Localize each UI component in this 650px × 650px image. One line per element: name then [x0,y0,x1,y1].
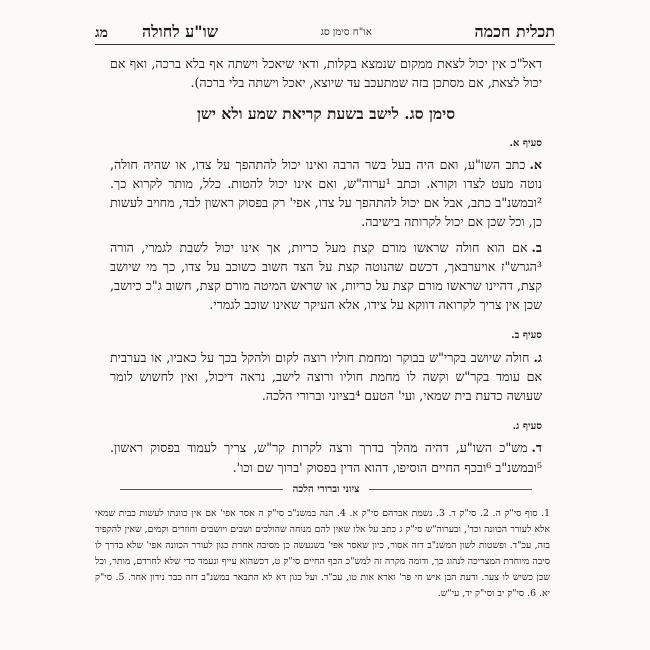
main-text [110,50,542,483]
header-left-group [95,22,218,42]
footnotes [95,506,550,602]
intro-paragraph: דאל"כ אין יכול לצאת ממקום שנמצא בקלות, ודאי שיאכל וישתה אף בלא ברכה, ואף אם יכול לצאת, אם מסתכן בזה שמתעכב עד שיוצא, יאכל וישתה בלי ברכה). [110,56,542,91]
siman-title: סימן סג. לישב בשעת קריאת שמע ולא ישן [196,104,456,124]
paragraph-text: כתב השו"ע, ואם היה בעל בשר הרבה ואינו יכול להתהפך על צדו, או שהיה חולה, נוטה מעט לצדו וקורא. וכתב ¹ערוה"ש, ואם אינו יכול להטות. כלל, מותר לקרוא כך. ²ובמשנ"ב כתב, אבל אם יכול להתהפך על צדו, אפי' רק בפסוק ראשון לבד, מחויב לעשות כן, וכל שכן אם יכול לקרותה בישיבה. [110,156,542,230]
paragraph-text: אם הוא חולה שראשו מורם קצת מעל כריות, אך אינו יכול לשבת לגמרי, הורה ³הגרש"ז אויערבאך, דכשם שהנוטה קצת על הצד חשוב כשוכב על צדו, כך מי שיושב קצת, דהיינו שראשו מורם קצת על כריות, או שראש המיטה מורם קצת, חשוב ג"כ כיושב, שכן אין צריך לקרואה דווקא על צידו, אלא העיקר שאינו שוכב לגמרי. [110,239,542,313]
page-number: מג [95,25,108,41]
book-title: תכלית חכמה [474,22,555,41]
paragraph [110,348,542,406]
footnotes-text: 1. סוף סי"ק ה. 2. סי"ק ד. 3. נשמת אברהם סי"ק א. 4. הנה במשנ"ב סי"ק ה אסר אפי' אם אין כוונתו לעשות כבית שמאי אלא לעורר הכוונה וכד', ובערוה"ש סי"ק ג כתב על אלו שאין להם מנוחה שהולכים ושבים ויושבים וחוזרים וקמים, שאין להקפיד בזה, עכ"ד. ופשטות לשון המשנ"ב דזה אסור, כיון שאסר אפי' בשנעשה כן מסיבה אחרת כגון לעורר הכוונה אפי' שלא בדרך לו סיבה מיוחדת המצריכה לנהוג כך, ודומה מקרה זה למש"כ הכף החיים סי"ק ט, דכשהוא עייף ונעמד כדי שלא לחרדם, מותר, וכל שכן כשיש לו צער. ודעת הבן איש חי פר' וארא אות טו, עכ"ד. ועל כגון דא לא התבאר במשנ"ב דזה כבר נידון אחר. 5. סי"ק יא. 6. סי"ק יב וסי"ק יד, עי"ש. [95,508,550,599]
paragraph [110,238,542,315]
paragraph [110,438,542,476]
notes-divider [110,480,542,498]
paragraph-letter: ב. [531,239,542,255]
seif-label: סעיף א. [509,137,542,149]
paragraph [110,155,542,232]
paragraph-text: חולה שיושב בקרי"ש בבוקר ומחמת חוליו רוצה לקום ולהקל בכך על כאביו, או בערבית אם עומד בקר"ש וקשה לו מחמת חוליו ורוצה לישב, נראה דיכול, ואין לחשוש לומר שעושה כדעת בית שמאי, ועי' הטעם ⁴בציוני וברורי הלכה. [110,349,542,404]
paragraph-letter: א. [529,156,542,172]
notes-title: ציוני וברורי הלכה [292,483,360,495]
paragraph-text: מש"כ השו"ע, דהיה מהלך בדרך ורצה לקרות קר"ש, צריך לעמוד בפסוק ראשון. ⁵ובמשנ"ב ⁶ובכף החיים הוסיפו, דהוא הדין בפסוק 'ברוך שם וכו'. [110,440,542,475]
running-header [95,20,555,45]
paragraph-letter: ד. [531,440,542,456]
seif-label: סעיף ג. [512,421,542,433]
paragraph-letter: ג. [533,349,542,365]
section-reference: או"ח סימן סג [320,26,372,38]
seif-label: סעיף ב. [511,330,542,342]
topic-title: שו"ע לחולה [141,22,219,41]
